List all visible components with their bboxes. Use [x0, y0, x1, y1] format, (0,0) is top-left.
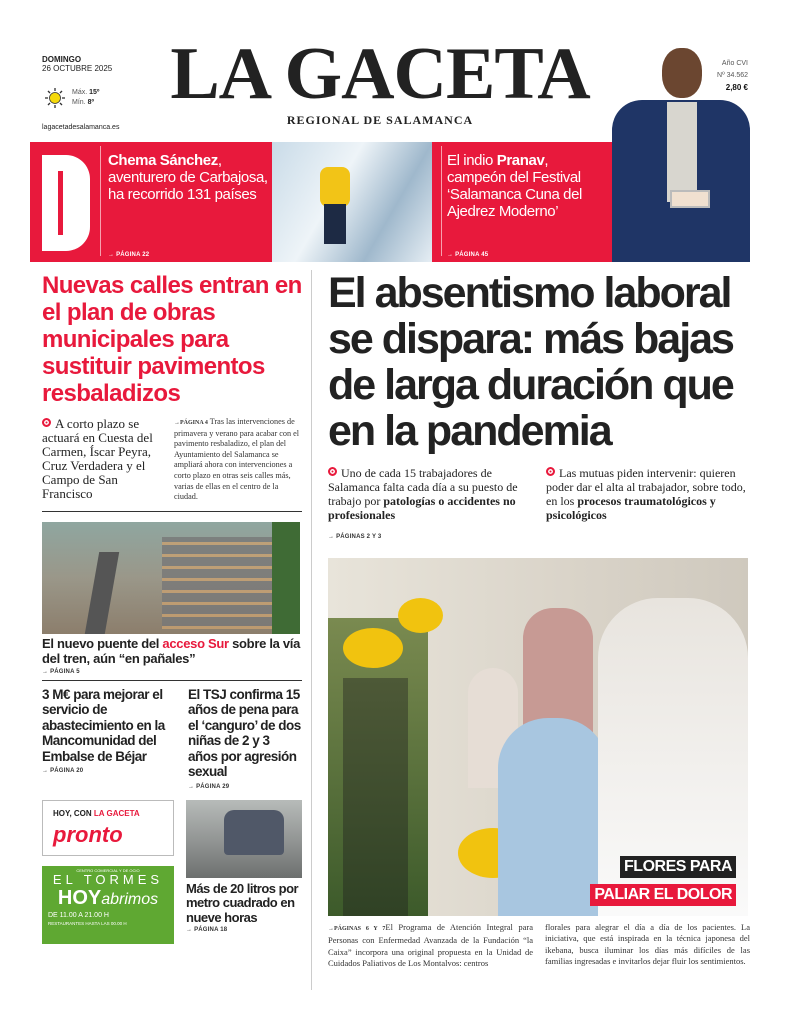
bridge-story[interactable]: [42, 636, 302, 666]
pronto-promo[interactable]: [42, 800, 174, 856]
ad-hours: DE 11.00 A 21.00 H: [48, 911, 109, 919]
rain-story[interactable]: Más de 20 litros por metro cuadrado en nueve horas: [186, 880, 299, 925]
masthead-subtitle: REGIONAL DE SALAMANCA: [286, 113, 474, 127]
brand: LA GACETA: [93, 808, 140, 818]
pronto-logo: pronto: [53, 821, 123, 847]
climber-photo: [272, 142, 432, 262]
left-headline: Nuevas calles entran en el plan de obras municipales para sustituir pavimentos resbaladizos: [42, 272, 302, 407]
website-link[interactable]: lagacetadesalamanca.es: [42, 124, 120, 131]
text: sobre la vía del tren, aún “en pañales”: [42, 635, 301, 666]
date-block: [42, 55, 112, 73]
banner-right: [447, 152, 609, 258]
ad-top: CENTRO COMERCIAL Y DE OCIO: [76, 867, 140, 873]
flowers-photo: [328, 558, 748, 916]
ad-hoy: HOY: [57, 886, 102, 909]
issue-info: [700, 58, 748, 94]
el-tormes-ad[interactable]: [42, 866, 174, 944]
text: , aventurero de Carbajosa, ha recorrido 131 países: [108, 152, 268, 203]
page-ref: → PÁGINAS 2 Y 3: [328, 534, 382, 540]
photo-title-1: FLORES PARA: [620, 856, 736, 878]
text: Las mutuas piden intervenir: quieren poder dar el alta al trabajador, sobre todo, en los: [546, 466, 746, 508]
bold: patologías o accidentes no profesionales: [328, 494, 516, 522]
text: HOY, CON: [53, 808, 94, 818]
date: 26 OCTUBRE 2025: [42, 64, 113, 73]
weather: [72, 88, 99, 108]
page-ref: →PÁGINAS 6 Y 7: [328, 926, 386, 932]
text: , campeón del Festival ‘Salamanca Cuna del Ajedrez Moderno’: [447, 152, 582, 220]
page-ref: → PÁGINA 20: [42, 768, 84, 775]
min-label: Mín.: [72, 99, 86, 106]
issue-number: Nº 34.562: [717, 72, 748, 79]
sun-icon: [44, 87, 66, 109]
text: El Programa de Atención Integral para Personas con Enfermedad Avanzada de la Fundación “la Caixa” incorpora una original propuesta en la Unidad de Cuidados Paliativos de Los Montalvos: centros: [328, 922, 533, 968]
bejar-story[interactable]: 3 M€ para mejorar el servicio de abastecimiento en la Mancomunidad del Embalse de Béjar: [42, 686, 165, 764]
d-logo: [42, 155, 90, 251]
text: Tras las intervenciones de primavera y verano para acabar con el pavimento resbaladizo, el plan del Ayuntamiento del Salamanca se ampliará ahora con intervenciones a corto plazo en otras seis calles más, varias de ellas en el centro de la ciudad.: [174, 417, 300, 502]
price: 2,80 €: [725, 83, 748, 92]
name: Pranav: [496, 152, 545, 169]
main-bullet-2: [546, 466, 750, 522]
rain-car-photo: [186, 800, 302, 878]
highlight: acceso Sur: [162, 635, 229, 651]
day: DOMINGO: [42, 55, 82, 64]
photo-caption-1: [328, 922, 533, 969]
main-headline: El absentismo laboral se dispara: más bajas de larga duración que en la pandemia: [328, 269, 733, 455]
banner-story-chema[interactable]: [108, 152, 272, 203]
bold: procesos traumatológicos y psicológicos: [546, 494, 716, 522]
text: El nuevo puente del: [42, 635, 163, 651]
page-ref: → PÁGINA 5: [42, 668, 80, 675]
photo-title-2: PALIAR EL DOLOR: [590, 884, 736, 906]
main-column: [328, 270, 750, 969]
min-temp: 8º: [87, 99, 95, 106]
page-ref: →PÁGINA 4: [174, 420, 208, 426]
ad-name: EL TORMES: [52, 871, 164, 887]
text: Uno de cada 15 trabajadores de Salamanca falta cada día a su puesto de trabajo por: [328, 466, 518, 508]
tsj-story[interactable]: El TSJ confirma 15 años de pena para el ‘canguro’ de dos niñas de 2 y 3 años por agresión sexual: [188, 686, 301, 780]
ad-restaurants: RESTAURANTES HASTA LAS 00.00 H: [48, 920, 127, 926]
masthead: LA GACETA: [170, 33, 590, 115]
banner-left: [108, 152, 272, 258]
max-label: Máx.: [72, 89, 88, 96]
page-ref: → PÁGINA 22: [108, 252, 150, 258]
year: Año CVI: [721, 60, 748, 67]
left-lead: [42, 417, 166, 503]
page-ref: → PÁGINA 45: [447, 252, 489, 258]
left-body: [174, 417, 302, 503]
text: El indio: [447, 152, 497, 169]
page-ref: → PÁGINA 29: [188, 783, 230, 790]
photo-caption-2: florales para alegrar el día a día de los pacientes. La iniciativa, que está inspirada en la técnica japonesa del ikebana, busca iluminar los días más difíciles de las familias ingresadas e invitarlos dejar fluir los sentimientos.: [545, 922, 750, 966]
banner-story-pranav[interactable]: [447, 152, 609, 220]
text: A corto plazo se actuará en Cuesta del Carmen, Íscar Peyra, Cruz Verdadera y el Campo de San Francisco: [42, 416, 153, 501]
bridge-photo: [42, 522, 300, 634]
name: Chema Sánchez: [108, 152, 218, 169]
ad-abrimos: abrimos: [101, 890, 159, 908]
max-temp: 15º: [89, 89, 100, 96]
page-ref: → PÁGINA 18: [186, 927, 228, 934]
main-bullet-1: [328, 466, 532, 522]
left-column: [42, 272, 302, 944]
